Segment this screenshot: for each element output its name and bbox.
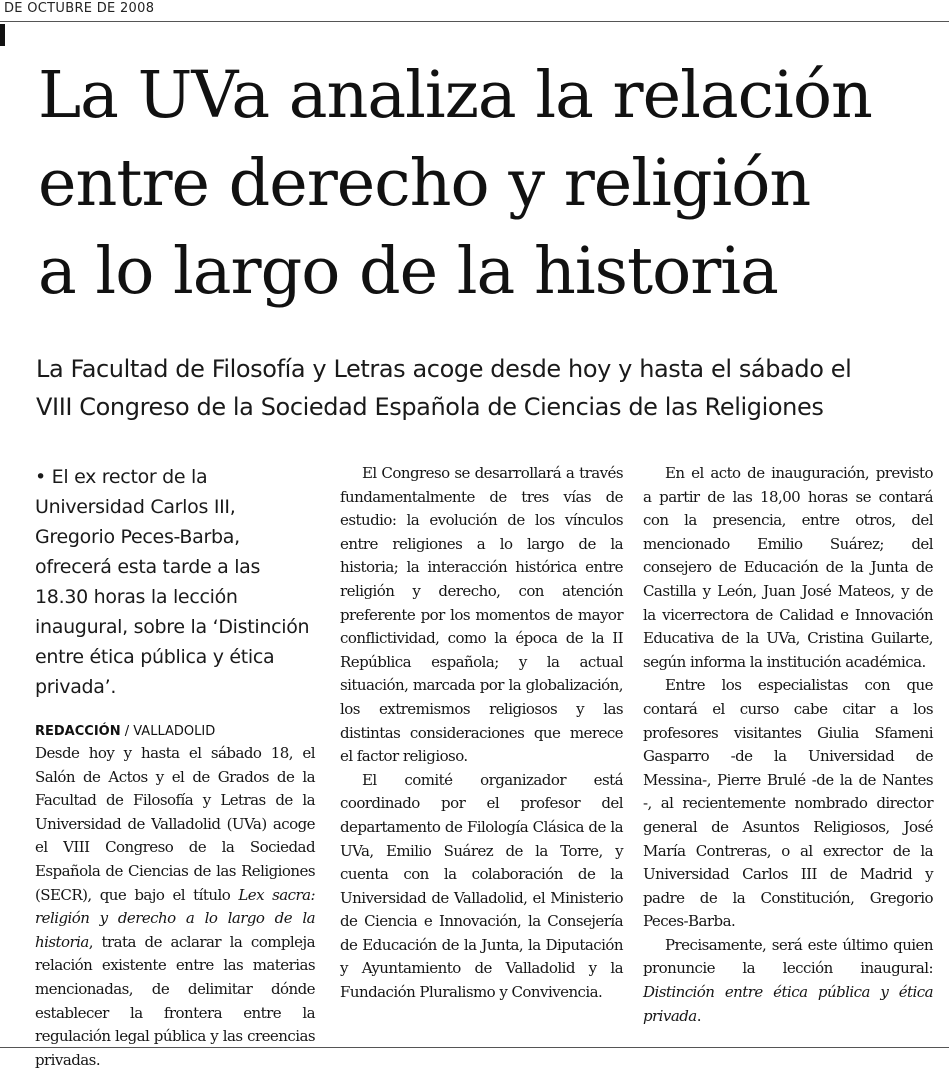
column-marker [0,24,5,46]
subtitle-line: La Facultad de Filosofía y Letras acoge desde hoy y hasta el sábado el [36,355,852,383]
byline-separator: / [120,724,134,739]
subtitle-line: VIII Congreso de la Sociedad Española de Ciencias de las Religiones [36,393,824,421]
article-subtitle [36,350,936,426]
paragraph-1 [35,742,315,1072]
headline-line: entre derecho y religión [38,146,811,221]
article-headline [38,52,938,316]
page-header [0,0,949,22]
paragraph-6 [643,934,933,1028]
article-column-1 [35,462,315,1072]
paragraph-6-text: Precisamente, será este último quien pronuncie la lección inaugural: [643,935,933,978]
lecture-title: Distinción entre ética pública y ética privada [643,983,933,1025]
paragraph-2: El Congreso se desarrollará a través fundamentalmente de tres vías de estudio: la evolución de los vínculos entre religiones a lo largo de la historia; la interacción histórica entre religión y derecho, con atención preferente por los momentos de mayor conflictividad, como la época de la II República española; y la actual situación, marcada por la globalización, los extremismos religiosos y las distintas consideraciones que merece el factor religioso. [340,464,623,766]
article-column-2 [340,462,623,1005]
byline-city: VALLADOLID [133,724,216,739]
paragraph-1-text: Desde hoy y hasta el sábado 18, el Salón de Actos y el de Grados de la Facultad de Filosofía y Letras de la Universidad de Valladolid (UVa) acoge el VIII Congreso de la Sociedad Española de Ciencias de las Religiones (SECR), que bajo el título [35,744,315,904]
publication-date: DE OCTUBRE DE 2008 [4,1,155,16]
article-lead: • El ex rector de la Universidad Carlos III, Gregorio Peces-Barba, ofrecerá esta tarde a las 18.30 horas la lección inaugural, sobre la ‘Distinción entre ética pública y ética privada’. [35,466,310,698]
congress-title: Lex sacra: religión y derecho a lo largo de la historia [35,885,315,951]
paragraph-4: En el acto de inauguración, previsto a partir de las 18,00 horas se contará con la presencia, entre otros, del mencionado Emilio Suárez; del consejero de Educación de la Junta de Castilla y León, Juan José Mateos, y de la vicerrectora de Calidad e Innovación Educativa de la UVa, Cristina Guilarte, según informa la institución académica. [643,464,933,671]
paragraph-1-text-end: , trata de aclarar la compleja relación existente entre las materias mencionadas, de delimitar dónde establecer la frontera entre la regulación legal pública y las creencias privadas. [35,932,315,1069]
header-rule [0,21,949,22]
paragraph-3: El comité organizador está coordinado por el profesor del departamento de Filología Clásica de la UVa, Emilio Suárez de la Torre, y cuenta con la colaboración de la Universidad de Valladolid, el Ministerio de Ciencia e Innovación, la Consejería de Educación de la Junta, la Diputación y Ayuntamiento de Valladolid y la Fundación Pluralismo y Convivencia. [340,770,623,1002]
footer-rule [0,1047,949,1048]
article-byline [35,722,315,742]
paragraph-5: Entre los especialistas con que contará el curso cabe citar a los profesores visitantes Giulia Sfameni Gasparro -de la Universidad de Messina-, Pierre Brulé -de la de Nantes -, al recientemente nombrado director general de Asuntos Religiosos, José María Contreras, o al exrector de la Universidad Carlos III de Madrid y padre de la Constitución, Gregorio Peces-Barba. [643,676,933,931]
article-column-3 [643,462,933,1028]
headline-line: La UVa analiza la relación [38,58,872,133]
paragraph-6-text-end: . [696,1006,701,1025]
byline-agency: REDACCIÓN [35,724,121,739]
headline-line: a lo largo de la historia [38,234,778,309]
